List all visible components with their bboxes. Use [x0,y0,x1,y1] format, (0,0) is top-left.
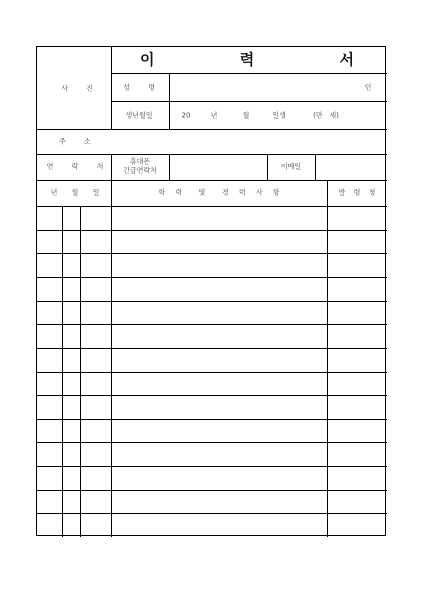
table-row[interactable] [37,348,387,372]
table-row[interactable] [37,277,387,301]
row-divider [37,277,387,278]
table-row[interactable] [37,466,387,490]
row-divider [37,419,387,420]
birth-prefix: 20 [181,111,191,120]
row-divider [37,324,387,325]
row-divider [37,466,387,467]
row-divider [37,348,387,349]
table-row[interactable] [37,372,387,396]
birth-day-label: 일생 [272,111,286,120]
row-divider [37,301,387,302]
history-details-header: 학 력 및 경 력 사 항 [158,188,284,197]
history-issuer-header: 발 령 청 [338,188,379,197]
row-divider [37,395,387,396]
phone-field[interactable] [170,155,267,180]
table-row[interactable] [37,490,387,514]
table-row[interactable] [37,395,387,419]
seal-mark: 인 [364,83,372,92]
emergency-label: 긴급연락처 [123,167,157,175]
row-divider [37,372,387,373]
row-divider [37,253,387,254]
page-title: 이 력 서 [140,50,394,69]
email-label: 이메일 [280,162,302,171]
row-divider [37,442,387,443]
table-row[interactable] [37,301,387,325]
age-label: (만 세) [313,111,339,120]
table-row[interactable] [37,253,387,277]
name-field[interactable] [170,74,360,101]
address-field[interactable] [112,130,387,154]
table-row[interactable] [37,206,387,230]
table-row[interactable] [37,513,387,537]
photo-label: 사 진 [61,84,101,93]
birth-label: 생년월일 [125,111,153,120]
resume-form [36,46,394,536]
email-field[interactable] [316,155,387,180]
row-divider [37,513,387,514]
photo-divider [111,47,112,129]
table-row[interactable] [37,324,387,348]
mobile-label: 휴대폰 [129,157,151,166]
birth-year-label: 년 [210,111,218,120]
address-label: 주 소 [59,137,99,146]
label-divider [267,154,268,180]
history-date-header: 년 월 일 [50,188,106,197]
contact-label: 연 락 처 [46,162,112,171]
table-row[interactable] [37,442,387,466]
row-divider [37,490,387,491]
row-divider [37,180,387,181]
table-row[interactable] [37,419,387,443]
table-row[interactable] [37,230,387,254]
row-divider [37,230,387,231]
phone-labels [123,158,157,177]
birth-month-label: 월 [242,111,250,120]
name-label: 성 명 [123,83,163,92]
row-divider [111,101,387,102]
